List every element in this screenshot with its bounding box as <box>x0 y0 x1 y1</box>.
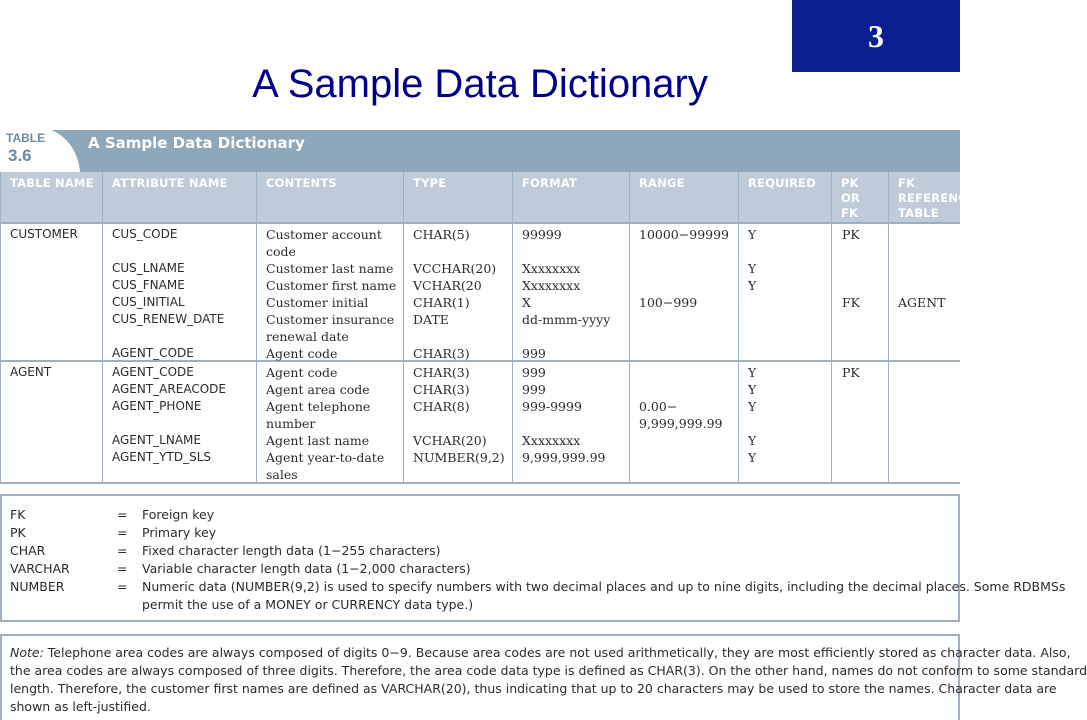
pk-fk-cell: PK <box>842 227 860 242</box>
format-cell: Xxxxxxxx <box>522 278 581 293</box>
contents-cell: Agent telephone <box>266 399 371 414</box>
range-cell: 10000−99999 <box>639 227 730 242</box>
legend-equals: = <box>117 507 128 522</box>
column-divider <box>512 172 513 484</box>
contents-cell: Customer account <box>266 227 382 242</box>
column-header-pk-or-fk: PK OR FK <box>841 176 861 220</box>
legend-term: FK <box>10 507 26 522</box>
note-line: the area codes are always composed of three digits. Therefore, the area code data type is defined as CHAR(3). On the other hand, names do not conform to some standard <box>10 663 1087 678</box>
contents-cell: Agent year-to-date <box>266 450 385 465</box>
column-header-required: REQUIRED <box>748 176 816 190</box>
format-cell: Xxxxxxxx <box>522 261 581 276</box>
contents-cell: Customer insurance <box>266 312 395 327</box>
legend-description: Numeric data (NUMBER(9,2) is used to specify numbers with two decimal places and up to nine digits, including the decimal places. Some RDBMSs <box>142 579 1066 594</box>
pk-fk-cell: FK <box>842 295 861 310</box>
attribute-cell: CUS_CODE <box>112 227 178 241</box>
legend-term: CHAR <box>10 543 46 558</box>
legend-term: VARCHAR <box>10 561 70 576</box>
note-line: shown as left-justified. <box>10 699 151 714</box>
table-border-left <box>0 172 1 484</box>
contents-cell: Customer last name <box>266 261 394 276</box>
table-name-agent: AGENT <box>10 365 52 379</box>
type-cell: VCCHAR(20) <box>413 261 497 276</box>
attribute-cell: AGENT_LNAME <box>112 433 201 447</box>
type-cell: CHAR(1) <box>413 295 470 310</box>
note-line <box>10 644 1071 662</box>
attribute-cell: CUS_RENEW_DATE <box>112 312 225 326</box>
type-cell: CHAR(5) <box>413 227 470 242</box>
contents-cell: Agent area code <box>266 382 370 397</box>
column-header-type: TYPE <box>413 176 447 190</box>
note-label: Note: <box>10 645 44 660</box>
legend-description-continued: permit the use of a MONEY or CURRENCY data type.) <box>142 597 474 612</box>
pk-fk-cell: PK <box>842 365 860 380</box>
column-divider <box>738 172 739 484</box>
column-header-format: FORMAT <box>522 176 577 190</box>
format-cell: 999 <box>522 382 546 397</box>
format-cell: 9,999,999.99 <box>522 450 606 465</box>
format-cell: 999-9999 <box>522 399 582 414</box>
column-header-contents: CONTENTS <box>266 176 337 190</box>
required-cell: Y <box>748 227 757 242</box>
legend-description: Variable character length data (1−2,000 characters) <box>142 561 471 576</box>
contents-cell: Agent code <box>266 346 338 361</box>
legend-equals: = <box>117 525 128 540</box>
format-cell: 999 <box>522 346 546 361</box>
contents-cell: renewal date <box>266 329 349 344</box>
format-cell: X <box>522 295 531 310</box>
attribute-cell: CUS_LNAME <box>112 261 185 275</box>
required-cell: Y <box>748 365 757 380</box>
attribute-cell: CUS_INITIAL <box>112 295 185 309</box>
column-header-table-name: TABLE NAME <box>10 176 94 190</box>
legend-equals: = <box>117 561 128 576</box>
legend-description: Fixed character length data (1−255 characters) <box>142 543 441 558</box>
contents-cell: code <box>266 244 296 259</box>
type-cell: CHAR(3) <box>413 346 470 361</box>
column-divider <box>403 172 404 484</box>
type-cell: NUMBER(9,2) <box>413 450 505 465</box>
attribute-cell: AGENT_AREACODE <box>112 382 226 396</box>
contents-cell: Customer first name <box>266 278 397 293</box>
column-divider <box>256 172 257 484</box>
legend-description: Primary key <box>142 525 217 540</box>
range-cell: 100−999 <box>639 295 698 310</box>
format-cell: dd-mmm-yyyy <box>522 312 611 327</box>
note-line: length. Therefore, the customer first names are defined as VARCHAR(20), thus indicating that up to 20 characters may be used to store the names. Character data are <box>10 681 1057 696</box>
type-cell: CHAR(3) <box>413 365 470 380</box>
slide-title: A Sample Data Dictionary <box>252 62 708 106</box>
range-cell: 0.00− <box>639 399 678 414</box>
contents-cell: Agent code <box>266 365 338 380</box>
attribute-cell: AGENT_YTD_SLS <box>112 450 212 464</box>
required-cell: Y <box>748 261 757 276</box>
column-header-attribute-name: ATTRIBUTE NAME <box>112 176 228 190</box>
table-border-bottom <box>0 482 960 484</box>
format-cell: Xxxxxxxx <box>522 433 581 448</box>
column-divider <box>831 172 832 484</box>
column-divider <box>629 172 630 484</box>
required-cell: Y <box>748 450 757 465</box>
table-number: 3.6 <box>8 146 32 165</box>
legend-description: Foreign key <box>142 507 215 522</box>
contents-cell: number <box>266 416 316 431</box>
required-cell: Y <box>748 399 757 414</box>
column-divider <box>888 172 889 484</box>
table-label: TABLE <box>6 131 46 145</box>
type-cell: DATE <box>413 312 449 327</box>
attribute-cell: AGENT_PHONE <box>112 399 202 413</box>
attribute-cell: AGENT_CODE <box>112 365 194 379</box>
required-cell: Y <box>748 278 757 293</box>
column-divider <box>102 172 103 484</box>
format-cell: 99999 <box>522 227 562 242</box>
column-header-range: RANGE <box>639 176 685 190</box>
legend-term: NUMBER <box>10 579 65 594</box>
range-cell: 9,999,999.99 <box>639 416 723 431</box>
fk-referenced-cell: AGENT <box>898 295 946 310</box>
type-cell: CHAR(3) <box>413 382 470 397</box>
contents-cell: Customer initial <box>266 295 369 310</box>
required-cell: Y <box>748 433 757 448</box>
legend-term: PK <box>10 525 26 540</box>
type-cell: VCHAR(20) <box>413 433 487 448</box>
attribute-cell: AGENT_CODE <box>112 346 194 360</box>
legend-equals: = <box>117 543 128 558</box>
type-cell: CHAR(8) <box>413 399 470 414</box>
type-cell: VCHAR(20 <box>413 278 482 293</box>
header-divider <box>0 222 960 224</box>
column-header-fk-referenced-table: FK REFERENCED TABLE <box>898 176 985 220</box>
slide-number: 3 <box>868 17 884 54</box>
note-text: Telephone area codes are always composed of digits 0−9. Because area codes are not used arithmetically, they are most efficiently stored as character data. Also, <box>43 645 1071 660</box>
attribute-cell: CUS_FNAME <box>112 278 185 292</box>
table-title: A Sample Data Dictionary <box>88 134 305 152</box>
required-cell: Y <box>748 382 757 397</box>
contents-cell: sales <box>266 467 298 482</box>
legend-equals: = <box>117 579 128 594</box>
table-name-customer: CUSTOMER <box>10 227 78 241</box>
contents-cell: Agent last name <box>266 433 370 448</box>
format-cell: 999 <box>522 365 546 380</box>
